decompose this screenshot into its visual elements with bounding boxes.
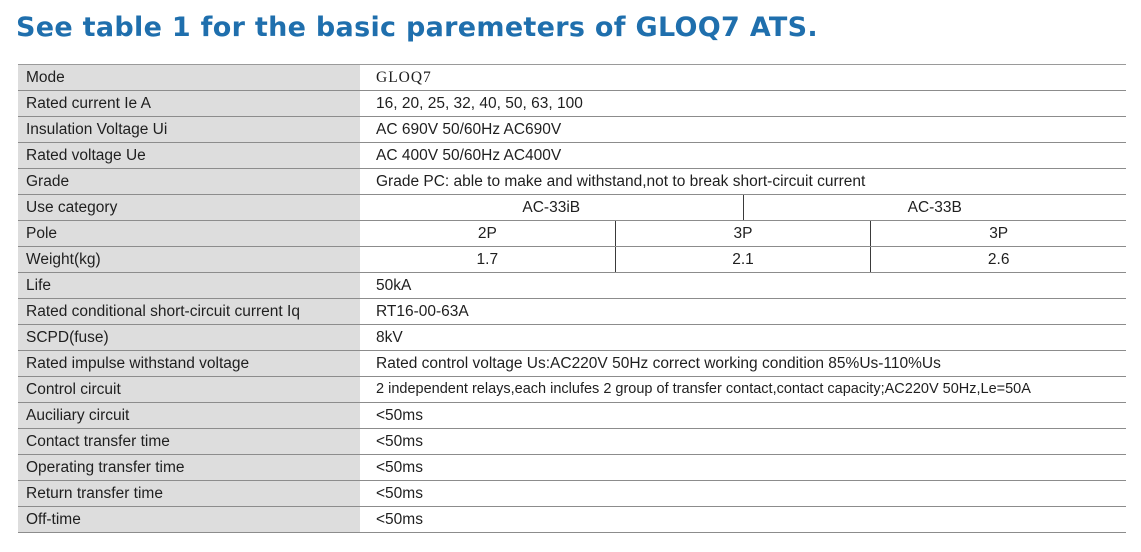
row-label: Operating transfer time: [18, 455, 360, 480]
row-label: Use category: [18, 195, 360, 220]
row-split-cells: [360, 195, 1126, 220]
row-label: Rated impulse withstand voltage: [18, 351, 360, 376]
table-row: [18, 143, 1126, 169]
row-value: Rated control voltage Us:AC220V 50Hz correct working condition 85%Us-110%Us: [376, 355, 941, 372]
row-value: AC 400V 50/60Hz AC400V: [376, 147, 562, 164]
row-value: AC 690V 50/60Hz AC690V: [376, 121, 562, 138]
row-label: Rated conditional short-circuit current Iq: [18, 299, 360, 324]
row-value: <50ms: [376, 485, 423, 502]
row-split-cells: [360, 221, 1126, 246]
cell-pole: 3P: [615, 221, 871, 246]
row-value: GLOQ7: [376, 69, 432, 86]
row-label: Insulation Voltage Ui: [18, 117, 360, 142]
row-label: Rated current Ie A: [18, 91, 360, 116]
cell-weight: 2.1: [615, 247, 871, 272]
table-row: [18, 273, 1126, 299]
row-label: Grade: [18, 169, 360, 194]
row-value: 2 independent relays,each inclufes 2 group of transfer contact,contact capacity;AC220V 50Hz,Le=50A: [376, 381, 1031, 397]
table-row: [18, 169, 1126, 195]
row-label: Weight(kg): [18, 247, 360, 272]
row-value: <50ms: [376, 407, 423, 424]
table-row: [18, 325, 1126, 351]
cell-ac-33b: AC-33B: [743, 195, 1127, 220]
row-label: Auciliary circuit: [18, 403, 360, 428]
table-row: [18, 91, 1126, 117]
table-row: [18, 403, 1126, 429]
row-label: Mode: [18, 65, 360, 90]
table-row: [18, 455, 1126, 481]
cell-pole: 2P: [477, 225, 497, 242]
row-value: 50kA: [376, 277, 412, 294]
table-row: [18, 481, 1126, 507]
row-label: Control circuit: [18, 377, 360, 402]
row-value: 16, 20, 25, 32, 40, 50, 63, 100: [376, 95, 583, 112]
cell-weight: 2.6: [870, 247, 1126, 272]
row-value: <50ms: [376, 511, 423, 528]
table-row: [18, 299, 1126, 325]
parameters-table: [18, 64, 1126, 533]
table-row: [18, 221, 1126, 247]
table-row: [18, 429, 1126, 455]
table-row: [18, 247, 1126, 273]
table-row: [18, 507, 1126, 533]
row-label: Life: [18, 273, 360, 298]
table-row: [18, 117, 1126, 143]
row-value: RT16-00-63A: [376, 303, 469, 320]
row-value: <50ms: [376, 433, 423, 450]
row-label: Off-time: [18, 507, 360, 532]
cell-pole: 3P: [870, 221, 1126, 246]
table-row: [18, 65, 1126, 91]
table-row: [18, 377, 1126, 403]
row-value: 8kV: [376, 329, 403, 346]
row-value: <50ms: [376, 459, 423, 476]
row-label: Contact transfer time: [18, 429, 360, 454]
cell-ac-33ib: AC-33iB: [522, 199, 581, 216]
row-value: Grade PC: able to make and withstand,not to break short-circuit current: [376, 173, 866, 190]
row-label: SCPD(fuse): [18, 325, 360, 350]
table-row: [18, 195, 1126, 221]
row-label: Rated voltage Ue: [18, 143, 360, 168]
table-row: [18, 351, 1126, 377]
cell-weight: 1.7: [476, 251, 499, 268]
row-label: Pole: [18, 221, 360, 246]
page-title: See table 1 for the basic paremeters of GLOQ7 ATS.: [16, 12, 818, 43]
row-split-cells: [360, 247, 1126, 272]
row-label: Return transfer time: [18, 481, 360, 506]
